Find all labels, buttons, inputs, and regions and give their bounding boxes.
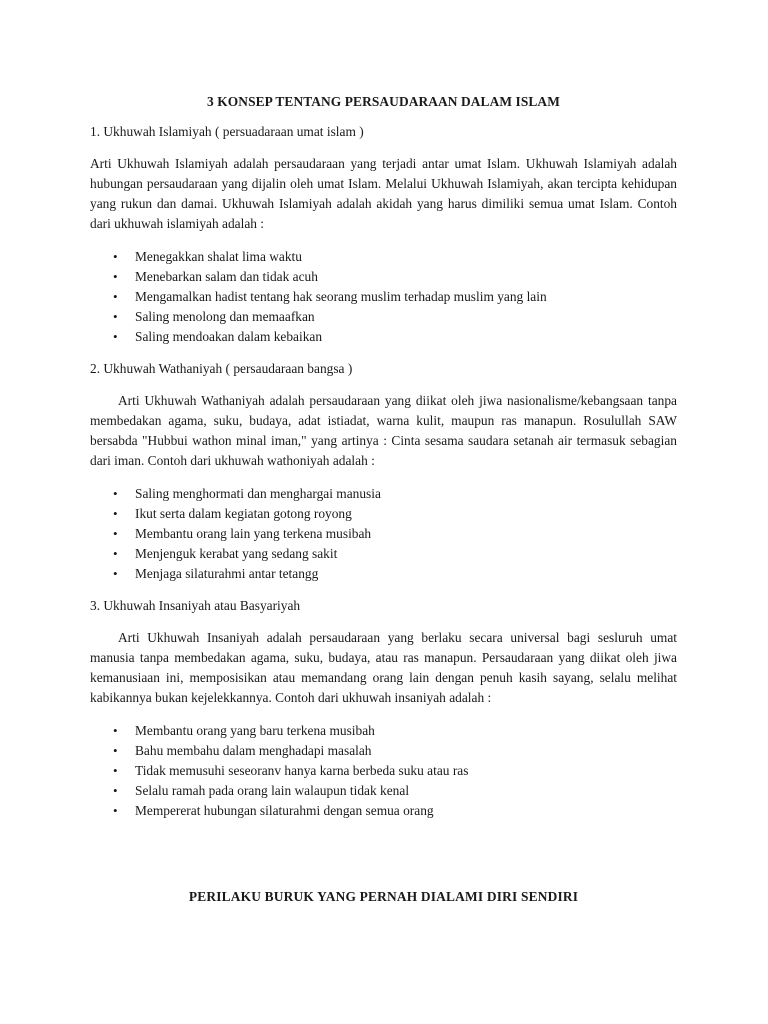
bullet-icon: • [113, 783, 118, 798]
bullet-icon: • [113, 506, 118, 521]
list-item [90, 801, 677, 821]
list-item-text: Menjaga silaturahmi antar tetangg [135, 566, 319, 581]
list-item-text: Menjenguk kerabat yang sedang sakit [135, 546, 338, 561]
list-item-text: Saling menghormati dan menghargai manusia [135, 486, 381, 501]
section-ukhuwah-wathaniyah [90, 359, 677, 584]
example-list [90, 721, 677, 821]
bullet-icon: • [113, 526, 118, 541]
section-heading: 1. Ukhuwah Islamiyah ( persuadaraan umat islam ) [90, 124, 364, 139]
bullet-icon: • [113, 743, 118, 758]
list-item-text: Menegakkan shalat lima waktu [135, 249, 302, 264]
bullet-icon: • [113, 723, 118, 738]
bullet-icon: • [113, 566, 118, 581]
section-paragraph: Arti Ukhuwah Islamiyah adalah persaudaraan yang terjadi antar umat Islam. Ukhuwah Islamiyah adalah hubungan persaudaraan yang dijalin oleh umat Islam. Melalui Ukhuwah Islamiyah, akan tercipta kehidupan yang rukun dan damai. Ukhuwah Islamiyah adalah akidah yang harus dimiliki semua umat Islam. Contoh dari ukhuwah islamiyah adalah : [90, 156, 677, 231]
section-paragraph: Arti Ukhuwah Insaniyah adalah persaudaraan yang berlaku secara universal bagi sesluruh umat manusia tanpa membedakan agama, suku, budaya, atau ras manapun. Persaudaraan yang diikat oleh jiwa kemanusiaan ini, memposisikan atau memandang orang lain dengan penuh kasih sayang, selalu melihat kabikannya bukan kejelekkannya. Contoh dari ukhuwah insaniyah adalah : [90, 630, 677, 705]
bullet-icon: • [113, 329, 118, 344]
list-item-text: Membantu orang yang baru terkena musibah [135, 723, 375, 738]
bullet-icon: • [113, 546, 118, 561]
document-page [90, 84, 677, 907]
list-item [90, 564, 677, 584]
list-item [90, 741, 677, 761]
list-item-text: Bahu membahu dalam menghadapi masalah [135, 743, 372, 758]
section-paragraph: Arti Ukhuwah Wathaniyah adalah persaudaraan yang diikat oleh jiwa nasionalisme/kebangsaan tanpa membedakan agama, suku, budaya, adat istiadat, warna kulit, maupun ras manapun. Rosulullah SAW bersabda "Hubbui wathon minal iman," yang artinya : Cinta sesama saudara setanah air termasuk sebagian dari iman. Contoh dari ukhuwah wathoniyah adalah : [90, 393, 677, 468]
bullet-icon: • [113, 269, 118, 284]
list-item [90, 781, 677, 801]
bottom-section-title: PERILAKU BURUK YANG PERNAH DIALAMI DIRI SENDIRI [188, 889, 579, 904]
bullet-icon: • [113, 763, 118, 778]
list-item-text: Mempererat hubungan silaturahmi dengan semua orang [135, 803, 434, 818]
list-item [90, 721, 677, 741]
list-item [90, 504, 677, 524]
example-list [90, 484, 677, 584]
section-ukhuwah-insaniyah [90, 596, 677, 821]
document-title: 3 KONSEP TENTANG PERSAUDARAAN DALAM ISLAM [207, 94, 560, 109]
list-item [90, 544, 677, 564]
list-item-text: Ikut serta dalam kegiatan gotong royong [135, 506, 352, 521]
bullet-icon: • [113, 249, 118, 264]
list-item [90, 327, 677, 347]
bullet-icon: • [113, 486, 118, 501]
list-item-text: Saling mendoakan dalam kebaikan [135, 329, 323, 344]
bullet-icon: • [113, 309, 118, 324]
list-item [90, 307, 677, 327]
bullet-icon: • [113, 803, 118, 818]
list-item [90, 761, 677, 781]
list-item-text: Selalu ramah pada orang lain walaupun tidak kenal [135, 783, 410, 798]
list-item-text: Menebarkan salam dan tidak acuh [135, 269, 318, 284]
list-item [90, 267, 677, 287]
list-item [90, 524, 677, 544]
example-list [90, 247, 677, 347]
list-item-text: Tidak memusuhi seseoranv hanya karna berbeda suku atau ras [135, 763, 469, 778]
list-item [90, 484, 677, 504]
section-heading: 3. Ukhuwah Insaniyah atau Basyariyah [90, 598, 301, 613]
list-item-text: Saling menolong dan memaafkan [135, 309, 315, 324]
list-item [90, 287, 677, 307]
section-heading: 2. Ukhuwah Wathaniyah ( persaudaraan bangsa ) [90, 361, 353, 376]
bullet-icon: • [113, 289, 118, 304]
list-item-text: Membantu orang lain yang terkena musibah [135, 526, 372, 541]
list-item-text: Mengamalkan hadist tentang hak seorang muslim terhadap muslim yang lain [135, 289, 547, 304]
list-item [90, 247, 677, 267]
section-ukhuwah-islamiyah [90, 122, 677, 347]
